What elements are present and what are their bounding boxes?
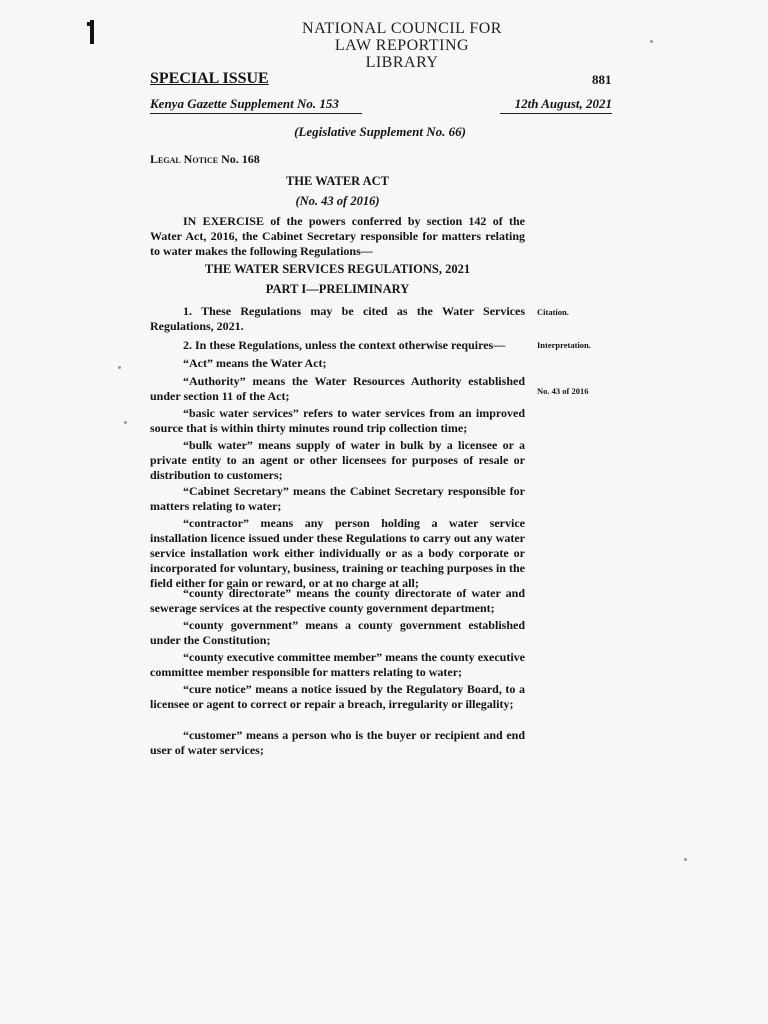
gazette-supplement: Kenya Gazette Supplement No. 153: [150, 96, 362, 114]
definition-act: “Act” means the Water Act;: [183, 356, 327, 370]
regulations-title: THE WATER SERVICES REGULATIONS, 2021: [204, 262, 471, 276]
scan-speck: [684, 858, 687, 861]
special-issue-heading: SPECIAL ISSUE: [150, 70, 269, 87]
definition-cabinet-secretary: “Cabinet Secretary” means the Cabinet Secretary responsible for matters relating to water;: [150, 484, 525, 513]
definition-cure-notice: “cure notice” means a notice issued by the Regulatory Board, to a licensee or agent to correct or repair a breach, irregularity or illegality;: [150, 682, 525, 711]
definition-basic-water-services: “basic water services” refers to water services from an improved source that is within thirty minutes round trip collection time;: [150, 406, 525, 435]
legislative-supplement: (Legislative Supplement No. 66): [294, 124, 466, 139]
page-number: 881: [592, 72, 612, 87]
stamp-line-1: NATIONAL COUNCIL FOR: [302, 20, 502, 37]
margin-note-interpretation: Interpretation.: [537, 340, 591, 350]
definition-county-government: “county government” means a county government established under the Constitution;: [150, 618, 525, 647]
act-title: THE WATER ACT: [285, 174, 390, 188]
paragraph-citation: 1. These Regulations may be cited as the Water Services Regulations, 2021.: [150, 304, 525, 333]
legal-notice-prefix: Legal Notice: [150, 152, 219, 166]
preamble: IN EXERCISE of the powers conferred by section 142 of the Water Act, 2016, the Cabinet Secretary responsible for matters relating to water makes the following Regulations—: [150, 214, 525, 258]
legal-notice: [150, 152, 260, 167]
legal-notice-number: No. 168: [218, 152, 260, 166]
definition-bulk-water: “bulk water” means supply of water in bulk by a licensee or a private entity to an agent or other licensees for purposes of resale or distribution to customers;: [150, 438, 525, 482]
stamp-line-2: LAW REPORTING: [334, 37, 470, 54]
definition-customer: “customer” means a person who is the buyer or recipient and end user of water services;: [150, 728, 525, 757]
scan-speck: [124, 421, 127, 424]
scan-artifact-mark: [90, 20, 94, 44]
definition-county-directorate: “county directorate” means the county directorate of water and sewerage services at the respective county government department;: [150, 586, 525, 615]
stamp-line-3: LIBRARY: [365, 54, 439, 71]
scan-speck: [118, 366, 121, 369]
act-number: (No. 43 of 2016): [295, 194, 380, 208]
scan-speck: [650, 40, 653, 43]
definition-county-executive-member: “county executive committee member” means the county executive committee member responsible for matters relating to water;: [150, 650, 525, 679]
paragraph-interpretation: 2. In these Regulations, unless the context otherwise requires—: [183, 338, 506, 352]
library-stamp: [292, 20, 512, 71]
definition-authority: “Authority” means the Water Resources Authority established under section 11 of the Act;: [150, 374, 525, 403]
gazette-date: 12th August, 2021: [500, 96, 612, 114]
part-title: PART I—PRELIMINARY: [265, 282, 410, 296]
definition-contractor: “contractor” means any person holding a water service installation licence issued under these Regulations to carry out any water service installation work either individually or as a body corporate or incorporated for voluntary, business, training or teaching purposes in the field either for gain or reward, or at no charge at all;: [150, 516, 525, 590]
margin-note-citation: Citation.: [537, 307, 569, 317]
margin-note-act-reference: No. 43 of 2016: [537, 386, 589, 396]
